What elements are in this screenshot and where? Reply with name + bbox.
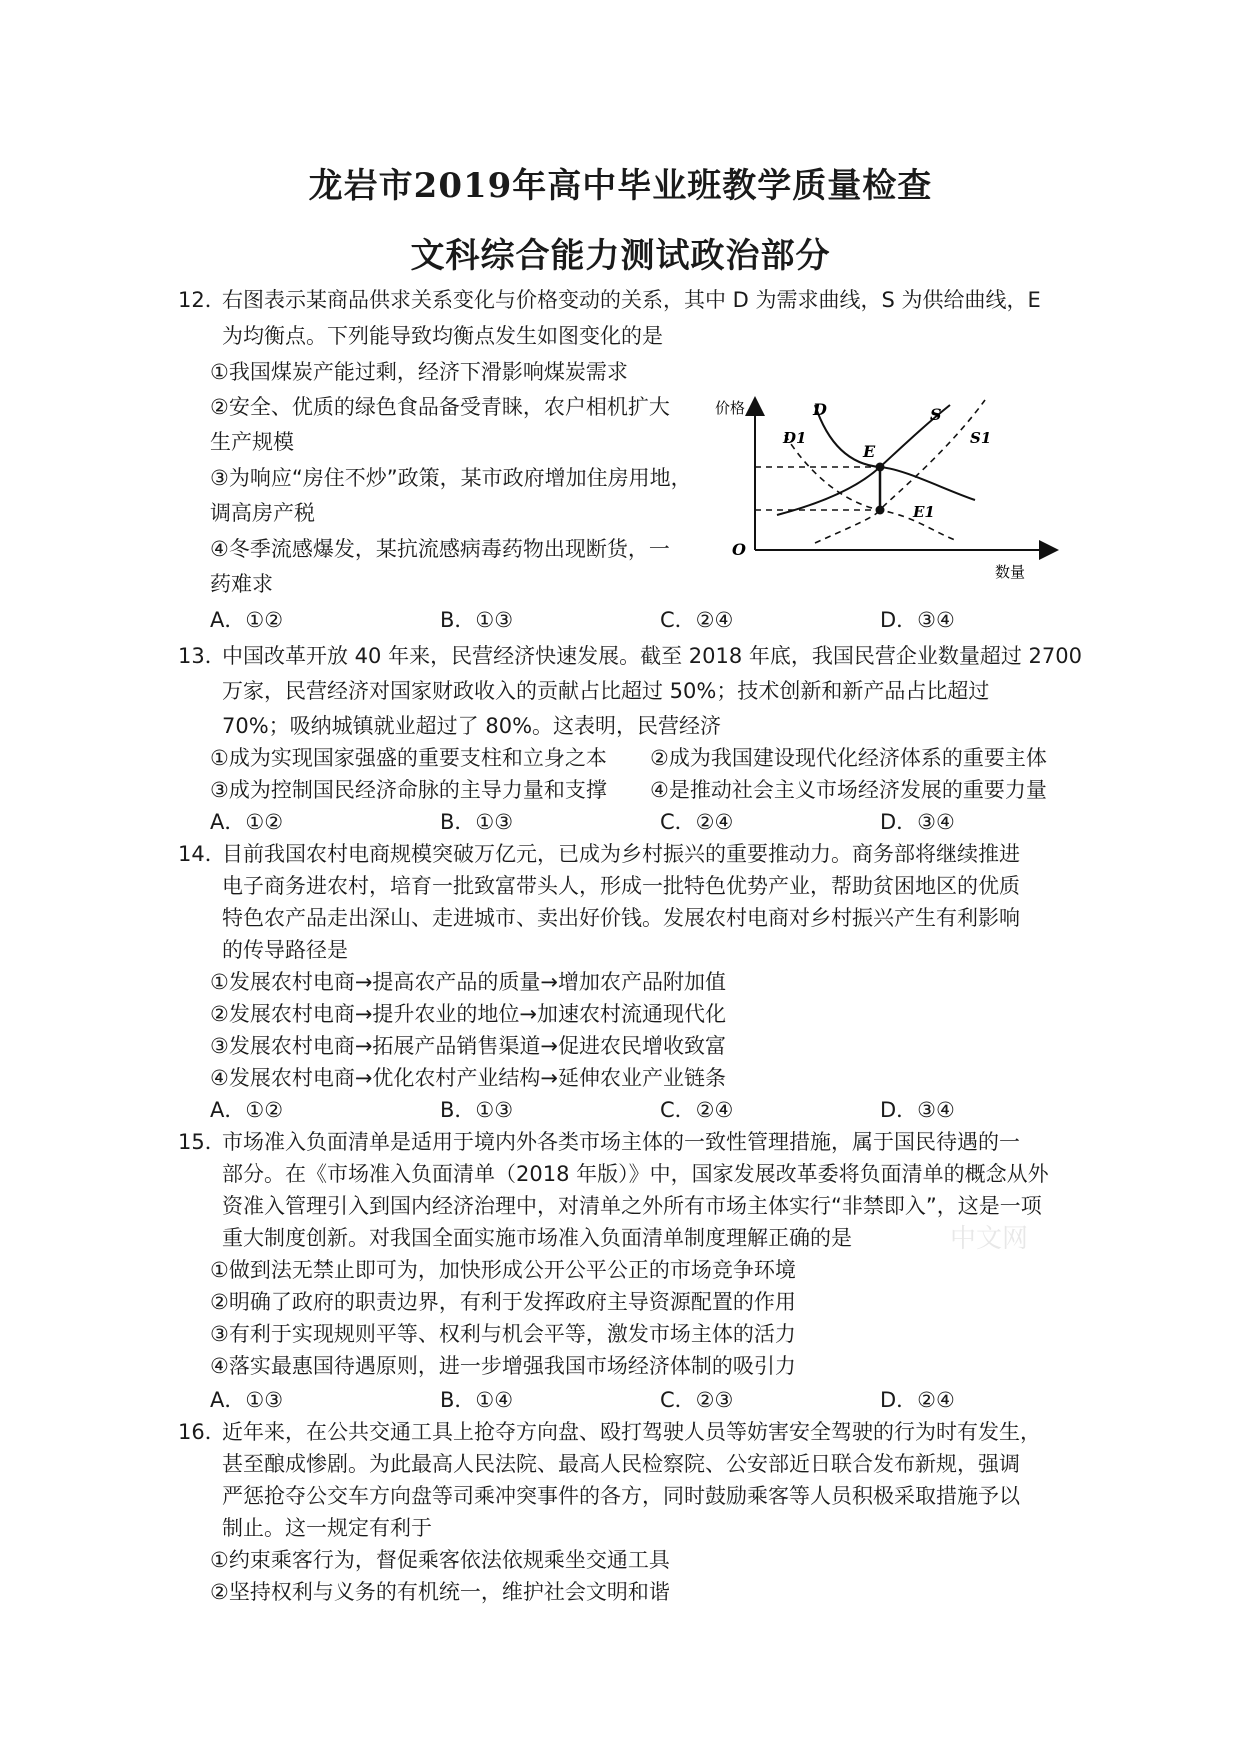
answer-option-d[interactable]: D．③④ (880, 1098, 955, 1122)
page-title-2: 文科综合能力测试政治部分 (410, 236, 831, 276)
question-stem-line: 资准入管理引入到国内经济治理中，对清单之外所有市场主体实行“非禁即入”，这是一项 (222, 1194, 1042, 1218)
x-axis-label: 数量 (995, 563, 1026, 580)
point-label-e: E (863, 442, 876, 461)
curve-label-d1: D1 (783, 429, 807, 447)
statement-item: ①我国煤炭产能过剩，经济下滑影响煤炭需求 (210, 360, 628, 384)
answer-option-b[interactable]: B．①③ (440, 1098, 514, 1122)
answer-option-b[interactable]: B．①③ (440, 608, 514, 632)
statement-item: ③发展农村电商→拓展产品销售渠道→促进农民增收致富 (210, 1034, 727, 1058)
statement-item: ②坚持权利与义务的有机统一，维护社会文明和谐 (210, 1580, 670, 1604)
statement-item: 调高房产税 (210, 501, 315, 525)
statement-item: ②发展农村电商→提升农业的地位→加速农村流通现代化 (210, 1002, 727, 1026)
answer-option-a[interactable]: A．①② (210, 1098, 284, 1122)
question-stem-line: 的传导路径是 (222, 938, 348, 962)
answer-option-a[interactable]: A．①② (210, 608, 284, 632)
answer-option-d[interactable]: D．②④ (880, 1388, 955, 1412)
question-stem-line: 重大制度创新。对我国全面实施市场准入负面清单制度理解正确的是 (222, 1226, 852, 1250)
question-stem-line: 右图表示某商品供求关系变化与价格变动的关系，其中 D 为需求曲线，S 为供给曲线，E (222, 288, 1041, 312)
answer-option-a[interactable]: A．①② (210, 810, 284, 834)
question-number: 13． (178, 644, 226, 668)
statement-item: ①成为实现国家强盛的重要支柱和立身之本 (210, 746, 607, 770)
supply-demand-figure (715, 395, 1060, 580)
answer-option-c[interactable]: C．②④ (660, 1098, 734, 1122)
answer-option-c[interactable]: C．②③ (660, 1388, 734, 1412)
statement-item: 药难求 (210, 572, 273, 596)
watermark: 中文网 (950, 1224, 1029, 1254)
question-stem-line: 特色农产品走出深山、走进城市、卖出好价钱。发展农村电商对乡村振兴产生有利影响 (222, 906, 1020, 930)
question-stem-line: 部分。在《市场准入负面清单（2018 年版）》中，国家发展改革委将负面清单的概念从外 (222, 1162, 1049, 1186)
curve-label-s: S (930, 405, 942, 424)
statement-item: ②明确了政府的职责边界，有利于发挥政府主导资源配置的作用 (210, 1290, 796, 1314)
question-stem-line: 电子商务进农村，培育一批致富带头人，形成一批特色优势产业，帮助贫困地区的优质 (222, 874, 1020, 898)
curve-label-s1: S1 (970, 429, 992, 447)
answer-option-c[interactable]: C．②④ (660, 810, 734, 834)
statement-item: ③为响应“房住不炒”政策，某市政府增加住房用地， (210, 466, 692, 490)
y-axis-label: 价格 (715, 399, 746, 417)
answer-option-b[interactable]: B．①③ (440, 810, 514, 834)
question-number: 14． (178, 842, 226, 866)
statement-item: ④冬季流感爆发，某抗流感病毒药物出现断货，一 (210, 537, 670, 561)
question-stem-line: 目前我国农村电商规模突破万亿元，已成为乡村振兴的重要推动力。商务部将继续推进 (222, 842, 1020, 866)
statement-item: ④是推动社会主义市场经济发展的重要力量 (650, 778, 1047, 802)
question-stem-line: 市场准入负面清单是适用于境内外各类市场主体的一致性管理措施，属于国民待遇的一 (222, 1130, 1020, 1154)
point-label-e1: E1 (913, 503, 935, 521)
answer-option-a[interactable]: A．①③ (210, 1388, 284, 1412)
statement-item: ③成为控制国民经济命脉的主导力量和支撑 (210, 778, 607, 802)
statement-item: ③有利于实现规则平等、权利与机会平等，激发市场主体的活力 (210, 1322, 796, 1346)
question-number: 16． (178, 1420, 226, 1444)
page-title-1: 龙岩市2019年高中毕业班教学质量检查 (308, 166, 933, 206)
question-number: 15． (178, 1130, 226, 1154)
origin-label: O (732, 540, 746, 559)
answer-option-d[interactable]: D．③④ (880, 608, 955, 632)
curve-label-d: D (813, 400, 827, 419)
question-stem-line: 近年来，在公共交通工具上抢夺方向盘、殴打驾驶人员等妨害安全驾驶的行为时有发生， (222, 1420, 1041, 1444)
statement-item: ④落实最惠国待遇原则，进一步增强我国市场经济体制的吸引力 (210, 1354, 796, 1378)
question-stem-line: 万家，民营经济对国家财政收入的贡献占比超过 50%；技术创新和新产品占比超过 (222, 679, 990, 703)
question-stem-line: 制止。这一规定有利于 (222, 1516, 432, 1540)
answer-option-b[interactable]: B．①④ (440, 1388, 514, 1412)
question-stem-line: 严惩抢夺公交车方向盘等司乘冲突事件的各方，同时鼓励乘客等人员积极采取措施予以 (222, 1484, 1020, 1508)
statement-item: ②安全、优质的绿色食品备受青睐，农户相机扩大 (210, 395, 670, 419)
statement-item: ①做到法无禁止即可为，加快形成公开公平公正的市场竞争环境 (210, 1258, 796, 1282)
statement-item: ②成为我国建设现代化经济体系的重要主体 (650, 746, 1047, 770)
question-stem-line: 70%；吸纳城镇就业超过了 80%。这表明，民营经济 (222, 714, 722, 738)
statement-item: 生产规模 (210, 430, 294, 454)
statement-item: ①发展农村电商→提高农产品的质量→增加农产品附加值 (210, 970, 727, 994)
question-stem-line: 为均衡点。下列能导致均衡点发生如图变化的是 (222, 324, 663, 348)
statement-item: ④发展农村电商→优化农村产业结构→延伸农业产业链条 (210, 1066, 727, 1090)
question-stem-line: 中国改革开放 40 年来，民营经济快速发展。截至 2018 年底，我国民营企业数量超过 2700 (222, 644, 1082, 668)
question-stem-line: 甚至酿成惨剧。为此最高人民法院、最高人民检察院、公安部近日联合发布新规，强调 (222, 1452, 1020, 1476)
statement-item: ①约束乘客行为，督促乘客依法依规乘坐交通工具 (210, 1548, 670, 1572)
answer-option-c[interactable]: C．②④ (660, 608, 734, 632)
answer-option-d[interactable]: D．③④ (880, 810, 955, 834)
question-number: 12． (178, 288, 226, 312)
